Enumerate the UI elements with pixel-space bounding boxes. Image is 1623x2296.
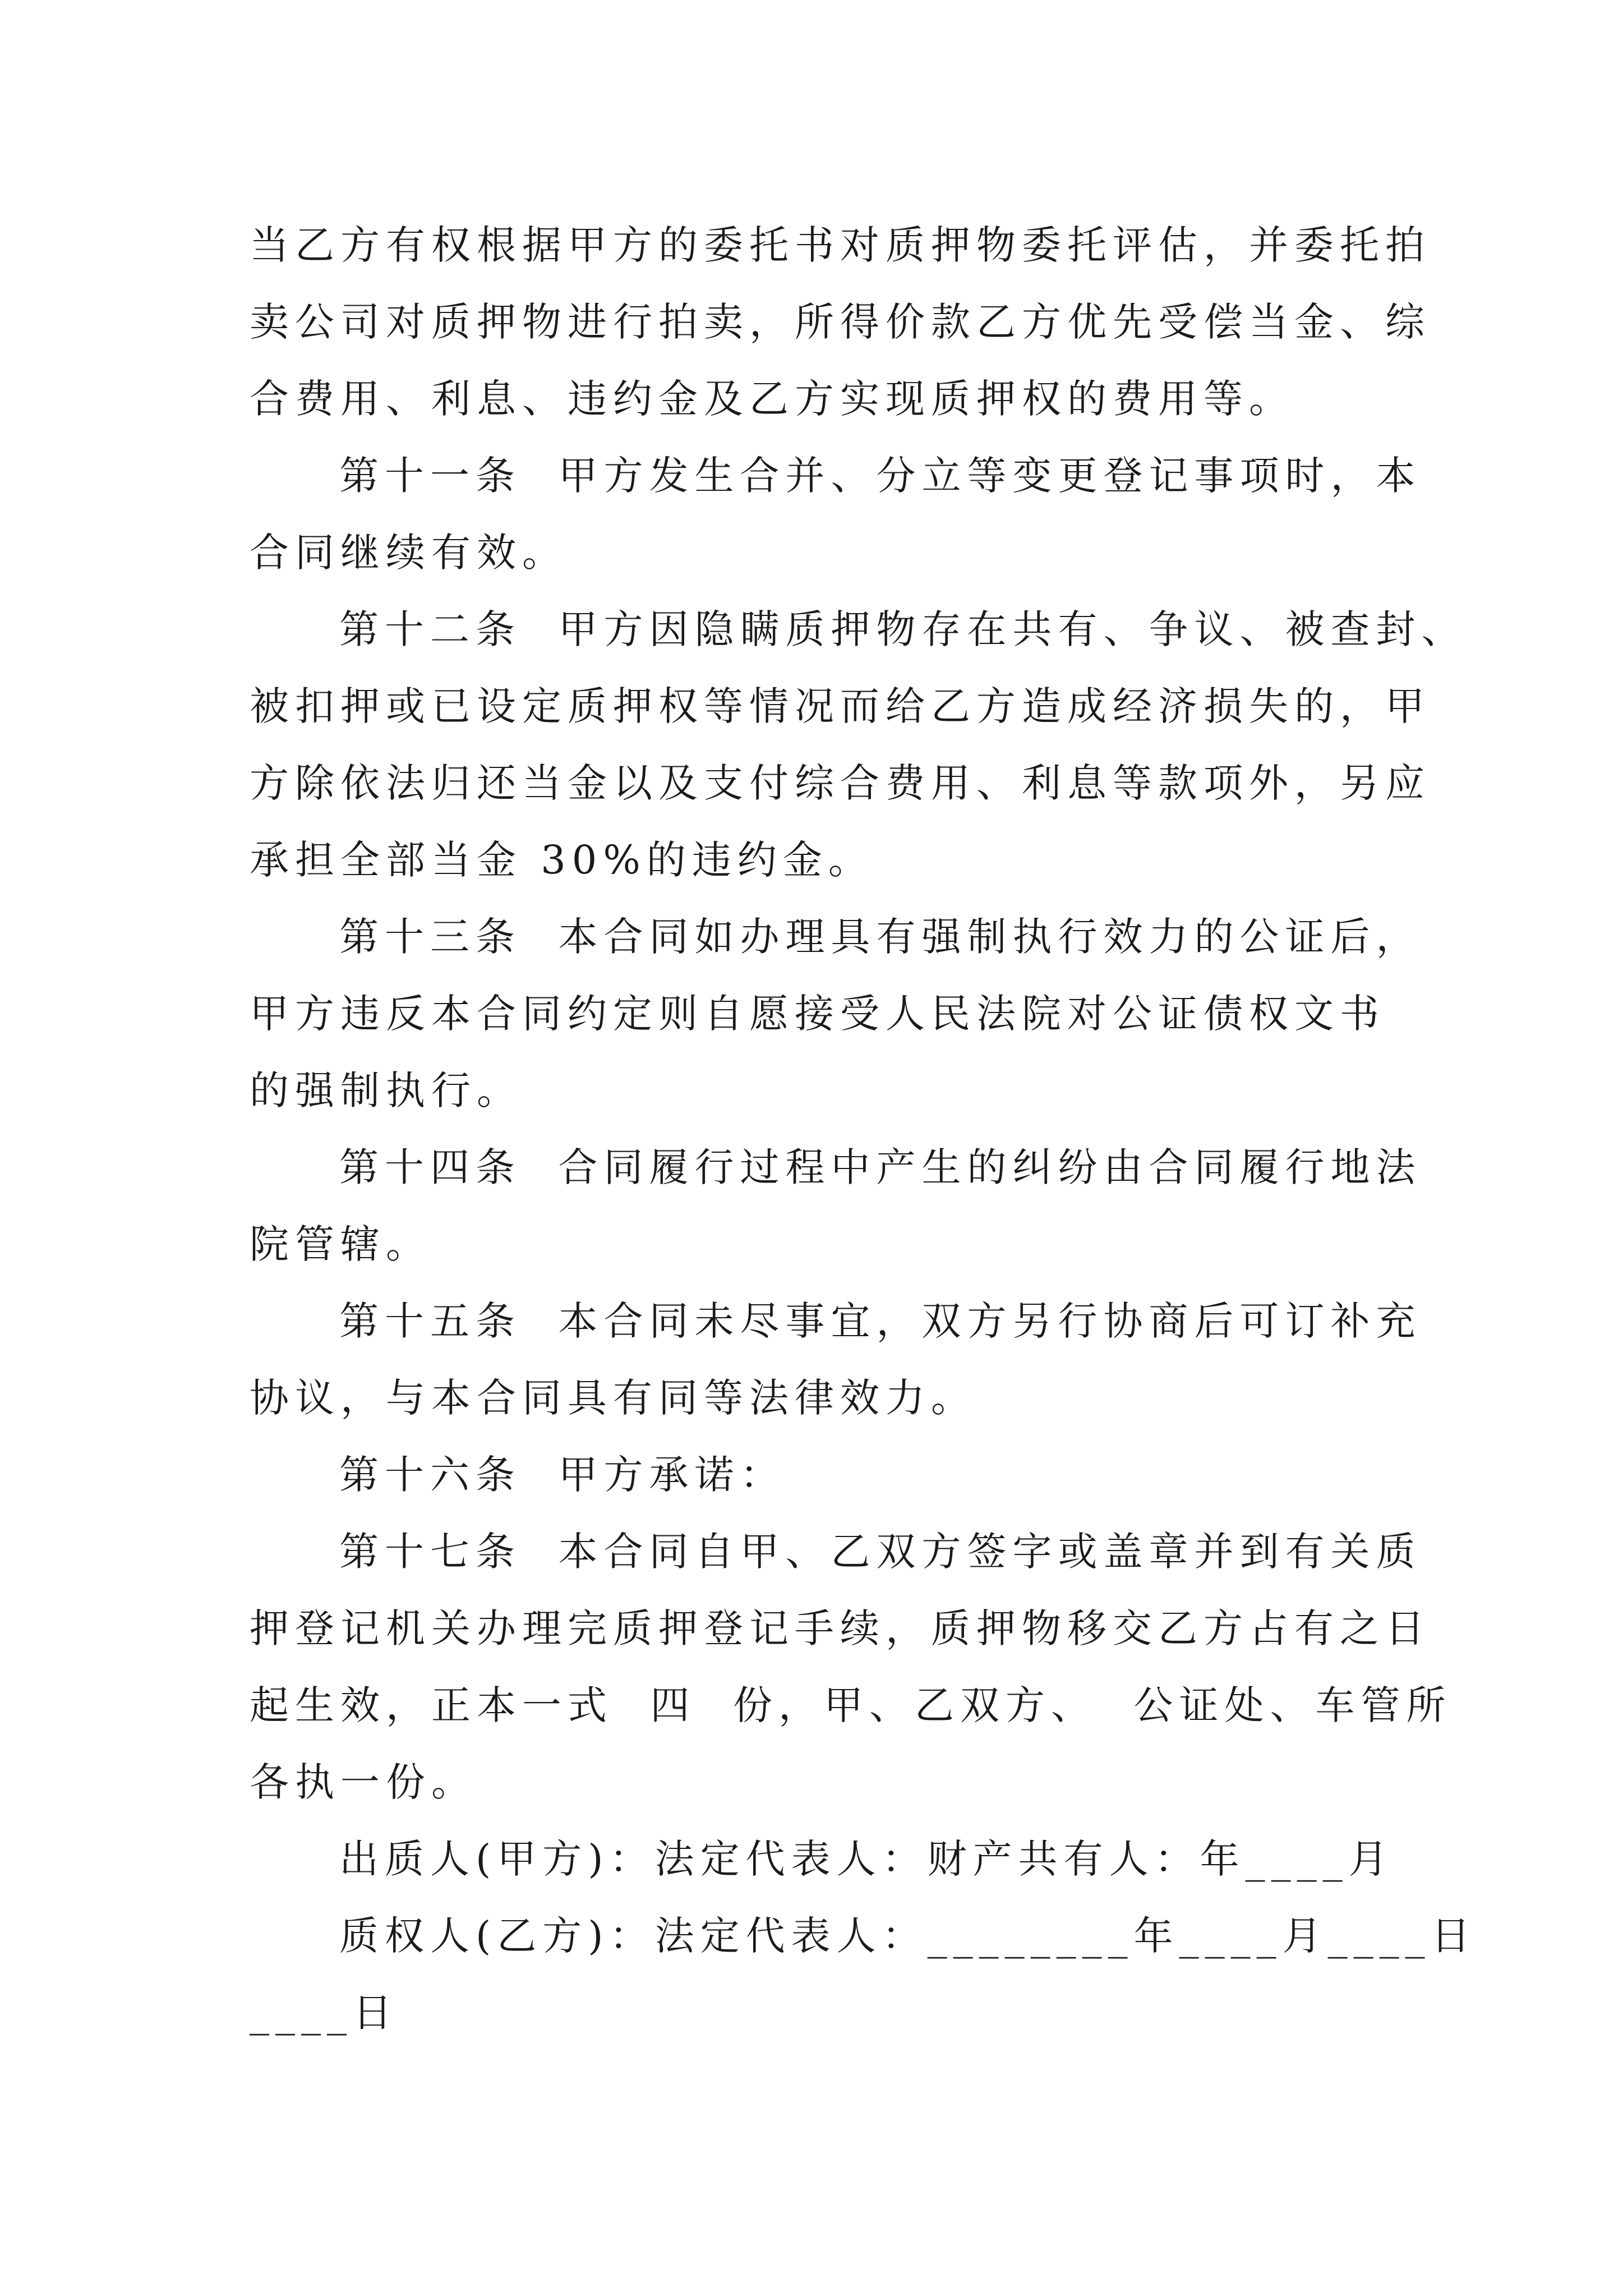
article-13-heading-line: 第十三条 本合同如办理具有强制执行效力的公证后， bbox=[339, 914, 1422, 960]
text-line: 合同继续有效。 bbox=[250, 530, 568, 576]
text-line: 的强制执行。 bbox=[250, 1068, 522, 1114]
text-line: 当乙方有权根据甲方的委托书对质押物委托评估，并委托拍 bbox=[250, 222, 1431, 268]
text-line: 起生效，正本一式 四 份，甲、乙双方、 公证处、车管所 bbox=[250, 1682, 1452, 1728]
text-line: 被扣押或已设定质押权等情况而给乙方造成经济损失的，甲 bbox=[250, 683, 1431, 729]
article-16-heading-line: 第十六条 甲方承诺： bbox=[339, 1452, 786, 1498]
article-11-heading-line: 第十一条 甲方发生合并、分立等变更登记事项时，本 bbox=[339, 453, 1422, 499]
text-line: 方除依法归还当金以及支付综合费用、利息等款项外，另应 bbox=[250, 760, 1431, 806]
text-line: 协议，与本合同具有同等法律效力。 bbox=[250, 1375, 976, 1421]
text-line: 合费用、利息、违约金及乙方实现质押权的费用等。 bbox=[250, 376, 1294, 422]
text-line: 甲方违反本合同约定则自愿接受人民法院对公证债权文书 bbox=[250, 991, 1385, 1037]
text-line: 承担全部当金 30%的违约金。 bbox=[250, 837, 874, 883]
article-17-heading-line: 第十七条 本合同自甲、乙双方签字或盖章并到有关质 bbox=[339, 1529, 1422, 1575]
text-line: 卖公司对质押物进行拍卖，所得价款乙方优先受偿当金、综 bbox=[250, 299, 1431, 345]
text-line: 各执一份。 bbox=[250, 1759, 477, 1805]
pledgor-signature-line: 出质人(甲方)：法定代表人：财产共有人：年____月 bbox=[339, 1836, 1394, 1882]
article-15-heading-line: 第十五条 本合同未尽事宜，双方另行协商后可订补充 bbox=[339, 1298, 1422, 1344]
text-line: 押登记机关办理完质押登记手续，质押物移交乙方占有之日 bbox=[250, 1605, 1431, 1651]
article-12-heading-line: 第十二条 甲方因隐瞒质押物存在共有、争议、被查封、 bbox=[339, 606, 1467, 652]
pledgee-signature-line: 质权人(乙方)：法定代表人：________年____月____日 bbox=[339, 1913, 1477, 1959]
text-line: 院管辖。 bbox=[250, 1221, 431, 1267]
date-line: ____日 bbox=[250, 1990, 398, 2036]
article-14-heading-line: 第十四条 合同履行过程中产生的纠纷由合同履行地法 bbox=[339, 1144, 1422, 1190]
